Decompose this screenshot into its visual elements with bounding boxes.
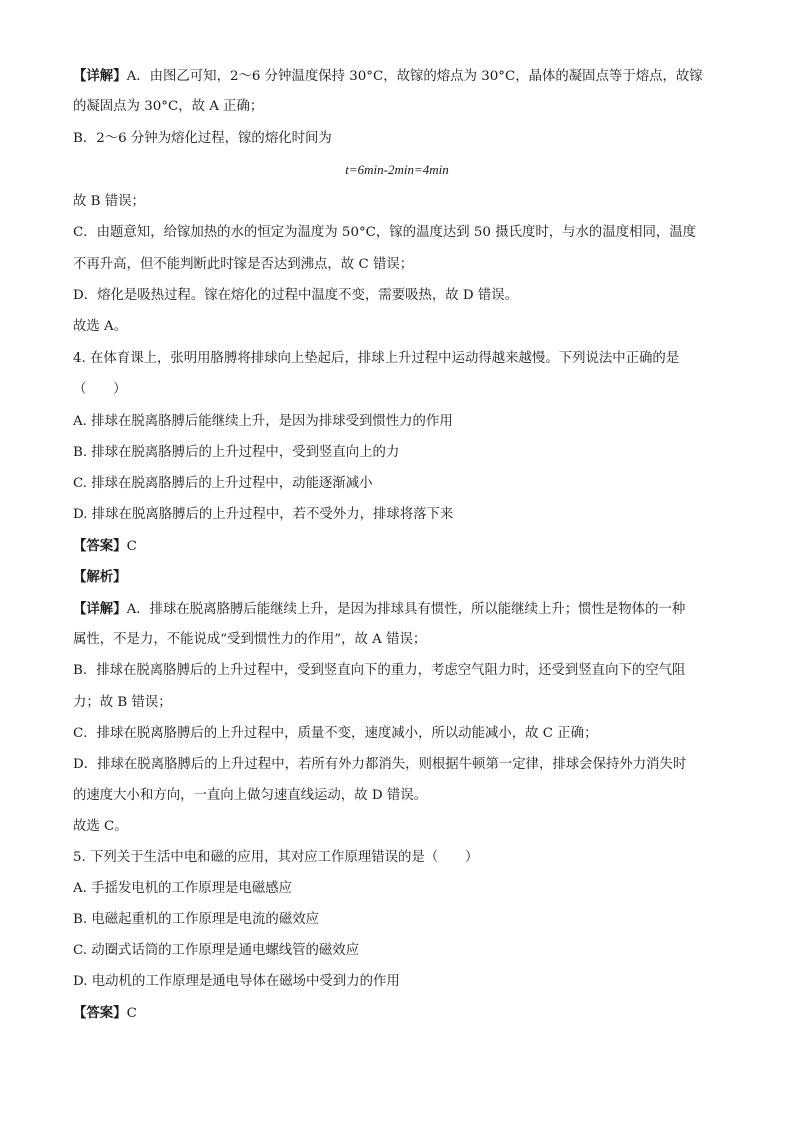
q4-option-a: A. 排球在脱离胳膊后能继续上升，是因为排球受到惯性力的作用: [73, 414, 453, 429]
q4-option-c: C. 排球在脱离胳膊后的上升过程中，动能逐渐减小: [73, 476, 373, 491]
q3-conclusion: 故选 A。: [73, 319, 128, 334]
answer-tag: 【答案】: [73, 1005, 127, 1021]
detail-tag: 【详解】: [73, 68, 127, 84]
answer-tag: 【答案】: [73, 538, 127, 554]
q5-option-d: D. 电动机的工作原理是通电导体在磁场中受到力的作用: [73, 974, 400, 989]
q5-option-a: A. 手摇发电机的工作原理是电磁感应: [73, 881, 293, 896]
q4-answer: 【答案】C: [73, 538, 137, 554]
q5-option-c: C. 动圈式话筒的工作原理是通电螺线管的磁效应: [73, 943, 360, 958]
q3-detail-line-7: D．熔化是吸热过程。镓在熔化的过程中温度不变，需要吸热，故 D 错误。: [73, 288, 519, 303]
detail-tag: 【详解】: [73, 601, 127, 617]
q3-formula: t=6min-2min=4min: [345, 162, 449, 177]
q4-detail-line-2: 属性，不是力，不能说成“受到惯性力的作用”，故 A 错误；: [73, 632, 427, 647]
q3-detail-line-1: 【详解】A．由图乙可知，2～6 分钟温度保持 30°C，故镓的熔点为 30°C，晶体的凝固点等于熔点，故镓: [73, 68, 703, 84]
q4-detail-line-5: C．排球在脱离胳膊后的上升过程中，质量不变，速度减小，所以动能减小，故 C 正确；: [73, 726, 598, 741]
q4-option-d: D. 排球在脱离胳膊后的上升过程中，若不受外力，排球将落下来: [73, 507, 454, 522]
q3-detail-line-6: 不再升高，但不能判断此时镓是否达到沸点，故 C 错误；: [73, 257, 414, 272]
q4-analysis-tag: 【解析】: [73, 569, 127, 585]
q4-stem-line-1: 4. 在体育课上，张明用胳膊将排球向上垫起后，排球上升过程中运动得越来越慢。下列说法中正确的是: [73, 351, 680, 366]
q3-detail-line-5: C．由题意知，给镓加热的水的恒定为温度为 50°C，镓的温度达到 50 摄氏度时，与水的温度相同，温度: [73, 225, 697, 240]
q5-option-b: B. 电磁起重机的工作原理是电流的磁效应: [73, 912, 319, 927]
q5-answer: 【答案】C: [73, 1005, 137, 1021]
q4-stem-line-2: （ ）: [73, 382, 127, 397]
q4-option-b: B. 排球在脱离胳膊后的上升过程中，受到竖直向上的力: [73, 445, 400, 460]
q4-detail-line-7: 的速度大小和方向，一直向上做匀速直线运动，故 D 错误。: [73, 788, 428, 803]
q3-detail-line-2: 的凝固点为 30°C，故 A 正确；: [73, 99, 264, 114]
q4-detail-line-1: 【详解】A．排球在脱离胳膊后能继续上升，是因为排球具有惯性，所以能继续上升；惯性是物体的一种: [73, 601, 686, 617]
q3-detail-line-3: B．2～6 分钟为熔化过程，镓的熔化时间为: [73, 131, 332, 146]
q4-detail-line-3: B．排球在脱离胳膊后的上升过程中，受到竖直向下的重力，考虑空气阻力时，还受到竖直向下的空气阻: [73, 663, 686, 678]
q4-detail-line-6: D．排球在脱离胳膊后的上升过程中，若所有外力都消失，则根据牛顿第一定律，排球会保持外力消失时: [73, 757, 687, 772]
q5-stem: 5. 下列关于生活中电和磁的应用，其对应工作原理错误的是（ ）: [73, 850, 479, 865]
q4-conclusion: 故选 C。: [73, 819, 128, 834]
q4-detail-line-4: 力；故 B 错误；: [73, 695, 172, 710]
q3-detail-line-4: 故 B 错误；: [73, 194, 145, 209]
